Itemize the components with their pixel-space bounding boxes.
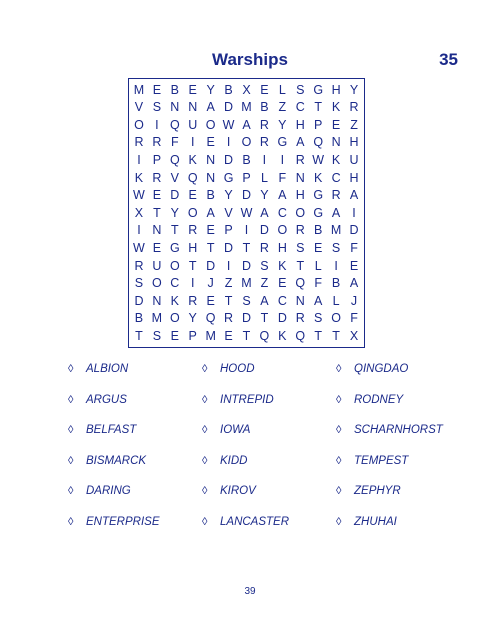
grid-letter: R xyxy=(331,188,341,203)
grid-letter: T xyxy=(206,240,215,255)
grid-letter: D xyxy=(241,258,251,273)
grid-letter: P xyxy=(242,170,251,185)
grid-letter: Q xyxy=(313,135,324,150)
grid-letter: H xyxy=(277,240,287,255)
grid-letter: D xyxy=(259,223,269,238)
grid-letter: K xyxy=(314,170,323,185)
grid-letter: T xyxy=(242,240,251,255)
grid-letter: H xyxy=(295,188,305,203)
diamond-bullet-icon: ◊ xyxy=(336,515,342,528)
grid-letter: I xyxy=(155,117,159,132)
grid-letter: E xyxy=(278,276,287,291)
grid-letter: E xyxy=(188,82,197,97)
letter-grid xyxy=(128,78,365,348)
word-list-item xyxy=(202,485,336,516)
grid-letter: A xyxy=(278,188,287,203)
grid-letter: J xyxy=(207,276,214,291)
grid-letter: G xyxy=(313,82,324,97)
grid-letter: R xyxy=(259,117,269,132)
grid-letter: O xyxy=(277,223,288,238)
grid-letter: E xyxy=(170,328,179,343)
grid-letter: G xyxy=(277,135,288,150)
grid-letter: Y xyxy=(206,82,215,97)
diamond-bullet-icon: ◊ xyxy=(336,393,342,406)
grid-letter: M xyxy=(241,276,252,291)
grid-letter: N xyxy=(295,293,305,308)
diamond-bullet-icon: ◊ xyxy=(68,515,74,528)
grid-letter: O xyxy=(169,311,180,326)
grid-letter: R xyxy=(152,135,162,150)
grid-letter: B xyxy=(260,100,269,115)
grid-letter: T xyxy=(314,328,322,343)
grid-letter: T xyxy=(153,205,161,220)
grid-letter: S xyxy=(260,258,269,273)
grid-letter: D xyxy=(349,223,359,238)
grid-letter: A xyxy=(331,205,341,220)
grid-letter: S xyxy=(314,311,323,326)
grid-letter: X xyxy=(134,205,144,220)
grid-letter: F xyxy=(278,170,287,185)
grid-letter: T xyxy=(188,258,197,273)
grid-letter: L xyxy=(314,258,322,273)
grid-letter: O xyxy=(169,258,180,273)
grid-letter: Q xyxy=(169,152,180,167)
grid-letter: C xyxy=(331,170,341,185)
grid-letter: F xyxy=(170,135,179,150)
grid-letter: O xyxy=(205,117,216,132)
grid-letter: N xyxy=(188,100,198,115)
grid-letter: P xyxy=(224,223,233,238)
grid-letter: S xyxy=(296,82,305,97)
grid-letter: P xyxy=(314,117,323,132)
word-list-item xyxy=(336,485,470,516)
diamond-bullet-icon: ◊ xyxy=(202,454,208,467)
grid-letter: A xyxy=(206,100,215,115)
word-label: INTREPID xyxy=(220,393,274,406)
word-label: TEMPEST xyxy=(354,454,409,467)
grid-letter: Z xyxy=(278,100,287,115)
word-list-item xyxy=(68,394,202,425)
word-label: SCHARNHORST xyxy=(354,424,443,436)
word-list-item xyxy=(68,485,202,516)
word-label: ENTERPRISE xyxy=(86,515,160,528)
grid-letter: M xyxy=(205,328,216,343)
grid-letter: R xyxy=(295,152,305,167)
grid-letter: F xyxy=(350,240,358,255)
word-list-item xyxy=(68,363,202,394)
grid-letter: S xyxy=(296,240,305,255)
grid-letter: R xyxy=(259,240,269,255)
grid-letter: D xyxy=(241,311,251,326)
word-label: ZHUHAI xyxy=(354,515,397,528)
grid-letter: B xyxy=(242,152,251,167)
grid-letter: H xyxy=(349,135,359,150)
word-list-item xyxy=(336,363,470,394)
grid-letter: E xyxy=(224,328,233,343)
grid-letter: I xyxy=(226,135,231,150)
grid-letter: K xyxy=(331,152,341,167)
grid-letter: T xyxy=(170,223,179,238)
diamond-bullet-icon: ◊ xyxy=(68,393,74,406)
word-list xyxy=(68,363,468,546)
grid-letter: R xyxy=(295,223,305,238)
grid-letter: I xyxy=(280,152,285,167)
grid-letter: G xyxy=(169,240,180,255)
word-label: ALBION xyxy=(86,363,129,375)
grid-letter: S xyxy=(331,240,341,255)
grid-letter: G xyxy=(223,170,234,185)
grid-letter: X xyxy=(349,328,359,343)
diamond-bullet-icon: ◊ xyxy=(336,424,342,436)
grid-letter: M xyxy=(330,223,342,238)
grid-letter: C xyxy=(277,293,287,308)
grid-letter: R xyxy=(152,170,162,185)
grid-letter: B xyxy=(170,82,179,97)
word-list-item xyxy=(68,455,202,486)
grid-letter: B xyxy=(224,82,233,97)
grid-letter: A xyxy=(260,205,269,220)
grid-letter: Q xyxy=(295,328,306,343)
grid-letter: Q xyxy=(169,117,180,132)
grid-letter: T xyxy=(242,328,251,343)
grid-letter: E xyxy=(188,188,197,203)
grid-letter: I xyxy=(226,258,231,273)
grid-letter: I xyxy=(137,152,141,167)
grid-letter: E xyxy=(314,240,323,255)
grid-letter: R xyxy=(134,135,144,150)
grid-letter: D xyxy=(170,188,180,203)
grid-letter: H xyxy=(188,240,198,255)
page-number: 39 xyxy=(244,586,256,597)
grid-letter: T xyxy=(224,293,233,308)
grid-letter: O xyxy=(295,205,306,220)
grid-letter: P xyxy=(188,328,197,343)
grid-letter: I xyxy=(190,135,195,150)
grid-letter: K xyxy=(331,100,341,115)
grid-letter: Z xyxy=(350,117,358,132)
grid-letter: R xyxy=(188,293,198,308)
grid-letter: W xyxy=(240,205,253,220)
grid-letter: D xyxy=(134,293,144,308)
grid-letter: N xyxy=(295,170,305,185)
grid-letter: A xyxy=(314,293,323,308)
diamond-bullet-icon: ◊ xyxy=(202,424,208,436)
grid-letter: E xyxy=(152,82,162,97)
grid-letter: C xyxy=(277,205,287,220)
grid-letter: Q xyxy=(205,311,216,326)
diamond-bullet-icon: ◊ xyxy=(202,485,208,497)
grid-letter: O xyxy=(152,276,162,291)
diamond-bullet-icon: ◊ xyxy=(336,363,342,375)
grid-letter: T xyxy=(296,258,305,273)
grid-letter: F xyxy=(350,311,358,326)
grid-letter: E xyxy=(152,240,162,255)
grid-letter: D xyxy=(224,100,234,115)
word-label: KIDD xyxy=(220,454,248,467)
grid-letter: R xyxy=(295,311,305,326)
grid-letter: W xyxy=(133,188,145,203)
word-label: QINGDAO xyxy=(354,363,409,375)
grid-letter: A xyxy=(349,276,359,291)
grid-letter: B xyxy=(134,311,144,326)
grid-letter: R xyxy=(188,223,198,238)
grid-letter: E xyxy=(206,135,215,150)
grid-letter: U xyxy=(152,258,162,273)
grid-letter: G xyxy=(313,188,324,203)
grid-letter: I xyxy=(190,276,195,291)
grid-letter: R xyxy=(259,135,269,150)
grid-letter: Y xyxy=(224,188,233,203)
grid-letter: N xyxy=(152,293,162,308)
grid-letter: Z xyxy=(224,276,233,291)
grid-letter: Z xyxy=(260,276,269,291)
grid-letter: E xyxy=(349,258,359,273)
grid-letter: B xyxy=(206,188,215,203)
grid-letter: P xyxy=(152,152,162,167)
word-label: ZEPHYR xyxy=(354,485,401,497)
word-list-item xyxy=(336,455,470,486)
grid-letter: F xyxy=(314,276,322,291)
grid-letter: L xyxy=(278,82,286,97)
grid-letter: L xyxy=(332,293,340,308)
diamond-bullet-icon: ◊ xyxy=(202,393,208,406)
grid-letter: H xyxy=(295,117,305,132)
grid-letter: I xyxy=(244,223,249,238)
grid-letter: S xyxy=(152,100,162,115)
grid-letter: B xyxy=(331,276,341,291)
puzzle-title: Warships xyxy=(212,50,288,69)
grid-letter: N xyxy=(206,170,216,185)
grid-letter: K xyxy=(188,152,197,167)
grid-letter: V xyxy=(224,205,233,220)
grid-letter: C xyxy=(170,276,180,291)
diamond-bullet-icon: ◊ xyxy=(336,485,342,497)
grid-letter: Y xyxy=(188,311,197,326)
grid-letter: D xyxy=(224,240,234,255)
grid-letter: A xyxy=(349,188,359,203)
word-label: DARING xyxy=(86,485,131,497)
word-list-item xyxy=(68,516,202,547)
grid-letter: U xyxy=(349,152,359,167)
grid-letter: N xyxy=(206,152,216,167)
grid-letter: V xyxy=(134,100,144,115)
grid-letter: V xyxy=(170,170,179,185)
grid-letter: R xyxy=(349,100,359,115)
word-list-item xyxy=(202,424,336,455)
grid-letter: W xyxy=(312,152,325,167)
grid-letter: U xyxy=(188,117,198,132)
word-list-item xyxy=(202,394,336,425)
word-label: KIROV xyxy=(220,485,256,497)
diamond-bullet-icon: ◊ xyxy=(68,485,74,497)
grid-letter: S xyxy=(242,293,251,308)
grid-letter: R xyxy=(224,311,234,326)
grid-letter: K xyxy=(278,328,287,343)
grid-letter: K xyxy=(170,293,179,308)
grid-letter: Y xyxy=(278,117,287,132)
grid-letter: D xyxy=(241,188,251,203)
grid-letter: R xyxy=(134,258,144,273)
grid-letter: K xyxy=(278,258,287,273)
word-list-item xyxy=(68,424,202,455)
grid-letter: A xyxy=(242,117,251,132)
grid-letter: N xyxy=(152,223,162,238)
grid-letter: T xyxy=(135,328,143,343)
grid-letter: S xyxy=(152,328,162,343)
word-list-item xyxy=(336,424,470,455)
puzzle-number: 35 xyxy=(439,50,458,69)
grid-letter: O xyxy=(331,311,341,326)
grid-letter: J xyxy=(350,293,358,308)
diamond-bullet-icon: ◊ xyxy=(68,363,74,375)
word-list-item xyxy=(336,394,470,425)
grid-letter: I xyxy=(334,258,338,273)
word-label: BISMARCK xyxy=(86,454,147,467)
grid-letter: I xyxy=(352,205,356,220)
grid-letter: G xyxy=(313,205,324,220)
grid-letter: I xyxy=(137,223,141,238)
word-list-item xyxy=(202,455,336,486)
grid-letter: W xyxy=(222,117,235,132)
grid-letter: E xyxy=(206,293,215,308)
diamond-bullet-icon: ◊ xyxy=(202,515,208,528)
grid-letter: W xyxy=(133,240,145,255)
grid-letter: T xyxy=(314,100,322,115)
grid-letter: M xyxy=(133,82,145,97)
grid-letter: E xyxy=(206,223,215,238)
grid-letter: I xyxy=(262,152,267,167)
grid-letter: K xyxy=(134,170,144,185)
grid-letter: Q xyxy=(295,276,306,291)
diamond-bullet-icon: ◊ xyxy=(68,424,74,436)
grid-letter: E xyxy=(331,117,341,132)
grid-letter: D xyxy=(277,311,287,326)
diamond-bullet-icon: ◊ xyxy=(202,363,208,375)
grid-letter: E xyxy=(152,188,162,203)
grid-letter: X xyxy=(242,82,251,97)
grid-letter: N xyxy=(331,135,341,150)
word-label: ARGUS xyxy=(86,393,127,406)
grid-letter: O xyxy=(241,135,252,150)
grid-letter: O xyxy=(134,117,144,132)
grid-letter: T xyxy=(332,328,340,343)
grid-letter: M xyxy=(151,311,163,326)
grid-letter: Q xyxy=(259,328,270,343)
grid-letter: E xyxy=(260,82,269,97)
grid-letter: A xyxy=(296,135,305,150)
grid-letter: L xyxy=(260,170,268,185)
grid-letter: D xyxy=(224,152,234,167)
word-list-item xyxy=(202,363,336,394)
word-label: RODNEY xyxy=(354,393,404,406)
grid-letter: H xyxy=(349,170,359,185)
word-list-item xyxy=(336,516,470,547)
word-list-item xyxy=(202,516,336,547)
grid-letter: Y xyxy=(260,188,269,203)
grid-letter: B xyxy=(314,223,323,238)
word-label: LANCASTER xyxy=(220,515,290,528)
word-label: BELFAST xyxy=(86,424,137,436)
grid-letter: A xyxy=(206,205,215,220)
grid-letter: D xyxy=(206,258,216,273)
grid-letter: N xyxy=(170,100,180,115)
diamond-bullet-icon: ◊ xyxy=(68,454,74,467)
grid-letter: A xyxy=(260,293,269,308)
word-label: IOWA xyxy=(220,424,251,436)
grid-letter: S xyxy=(134,276,144,291)
grid-letter: O xyxy=(187,205,198,220)
word-label: HOOD xyxy=(220,363,255,375)
grid-letter: M xyxy=(241,100,252,115)
grid-letter: C xyxy=(295,100,305,115)
grid-letter: Y xyxy=(170,205,179,220)
grid-letter: T xyxy=(260,311,269,326)
grid-letter: H xyxy=(331,82,341,97)
grid-letter: Q xyxy=(187,170,198,185)
diamond-bullet-icon: ◊ xyxy=(336,454,342,467)
grid-letter: Y xyxy=(349,82,359,97)
